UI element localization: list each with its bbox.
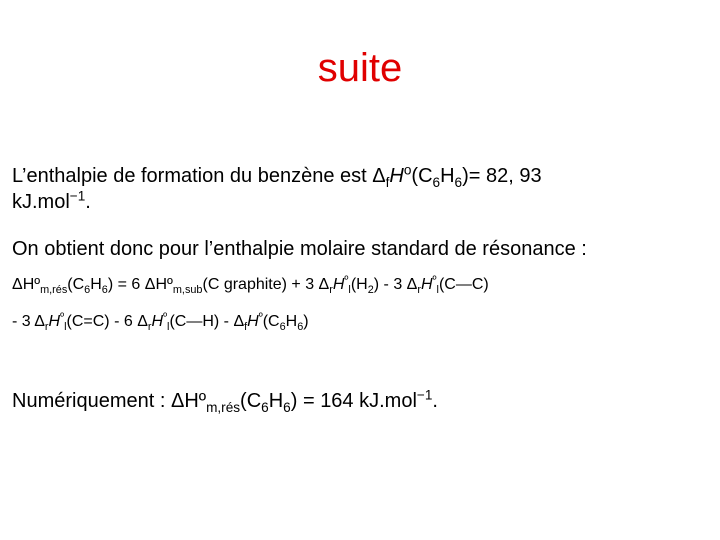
formula-close: ) xyxy=(303,313,309,330)
period: . xyxy=(432,390,438,412)
formula-h: H xyxy=(440,165,455,187)
standard-degree: º xyxy=(163,311,168,324)
formation-value: )= 82, 93 xyxy=(462,165,542,187)
subscript-l: l xyxy=(436,283,439,296)
subscript-l: l xyxy=(348,283,351,296)
intro-sentence: On obtient donc pour l’enthalpie molaire standard de résonance : xyxy=(12,238,587,260)
standard-degree: º xyxy=(258,311,263,324)
equation-segment: ) - 3 Δ xyxy=(373,276,418,293)
enthalpy-symbol: H xyxy=(420,276,433,293)
standard-degree: o xyxy=(403,162,412,178)
equation-segment: - 3 Δ xyxy=(12,313,45,330)
unit: kJ.mol xyxy=(12,191,70,213)
unit-exponent: −1 xyxy=(69,188,86,204)
subscript-m-res: m,rés xyxy=(206,399,241,415)
period: . xyxy=(85,191,91,213)
formula-open: (C xyxy=(67,276,85,293)
subscript-6: 6 xyxy=(297,320,304,333)
subscript-f: f xyxy=(244,320,248,333)
formula-h: H xyxy=(90,276,102,293)
equation-segment: (C graphite) + 3 Δ xyxy=(202,276,330,293)
subscript-l: l xyxy=(64,320,67,333)
subscript-m-sub: m,sub xyxy=(172,283,203,296)
subscript-6: 6 xyxy=(84,283,91,296)
equation-segment: ) = 6 ΔHº xyxy=(107,276,173,293)
standard-degree: º xyxy=(344,274,349,287)
formation-enthalpy-paragraph xyxy=(12,163,712,215)
numerical-result xyxy=(12,388,438,414)
equation-line-1 xyxy=(12,274,489,296)
numerical-label: Numériquement : ΔHº xyxy=(12,390,207,412)
subscript-6: 6 xyxy=(101,283,108,296)
formula-open: (H xyxy=(350,276,368,293)
subscript-r: r xyxy=(44,320,49,333)
standard-degree: º xyxy=(432,274,437,287)
enthalpy-symbol: H xyxy=(48,313,61,330)
standard-degree: º xyxy=(60,311,65,324)
bond-cc: (C—C) xyxy=(438,276,489,293)
subscript-6: 6 xyxy=(279,320,286,333)
subscript-r: r xyxy=(329,283,333,296)
subscript-r: r xyxy=(147,320,152,333)
equation-line-2 xyxy=(12,311,309,333)
subscript-r: r xyxy=(417,283,421,296)
enthalpy-symbol: H xyxy=(332,276,345,293)
enthalpy-symbol: H xyxy=(389,165,404,187)
formula-open: (C xyxy=(240,390,262,412)
subscript-l: l xyxy=(167,320,170,333)
subscript-6: 6 xyxy=(432,174,441,190)
subscript-6: 6 xyxy=(261,399,269,415)
formula-h: H xyxy=(285,313,298,330)
formula-open: (C xyxy=(411,165,433,187)
delta-h: ΔHº xyxy=(12,276,41,293)
formula-h: H xyxy=(268,390,284,412)
numerical-value: ) = 164 kJ.mol xyxy=(290,390,417,412)
subscript-2: 2 xyxy=(367,283,374,296)
formation-text: L’enthalpie de formation du benzène est Δ xyxy=(12,165,386,187)
slide-title: suite xyxy=(317,46,403,90)
subscript-6: 6 xyxy=(454,174,463,190)
subscript-6: 6 xyxy=(283,399,291,415)
equation-segment: (C—H) - Δ xyxy=(169,313,245,330)
equation-segment: (C=C) - 6 Δ xyxy=(66,313,148,330)
subscript-f: f xyxy=(385,174,390,190)
subscript-m-res: m,rés xyxy=(40,283,68,296)
enthalpy-symbol: H xyxy=(151,313,164,330)
enthalpy-symbol: H xyxy=(247,313,259,330)
unit-exponent: −1 xyxy=(416,387,433,403)
formula-open: (C xyxy=(262,313,280,330)
